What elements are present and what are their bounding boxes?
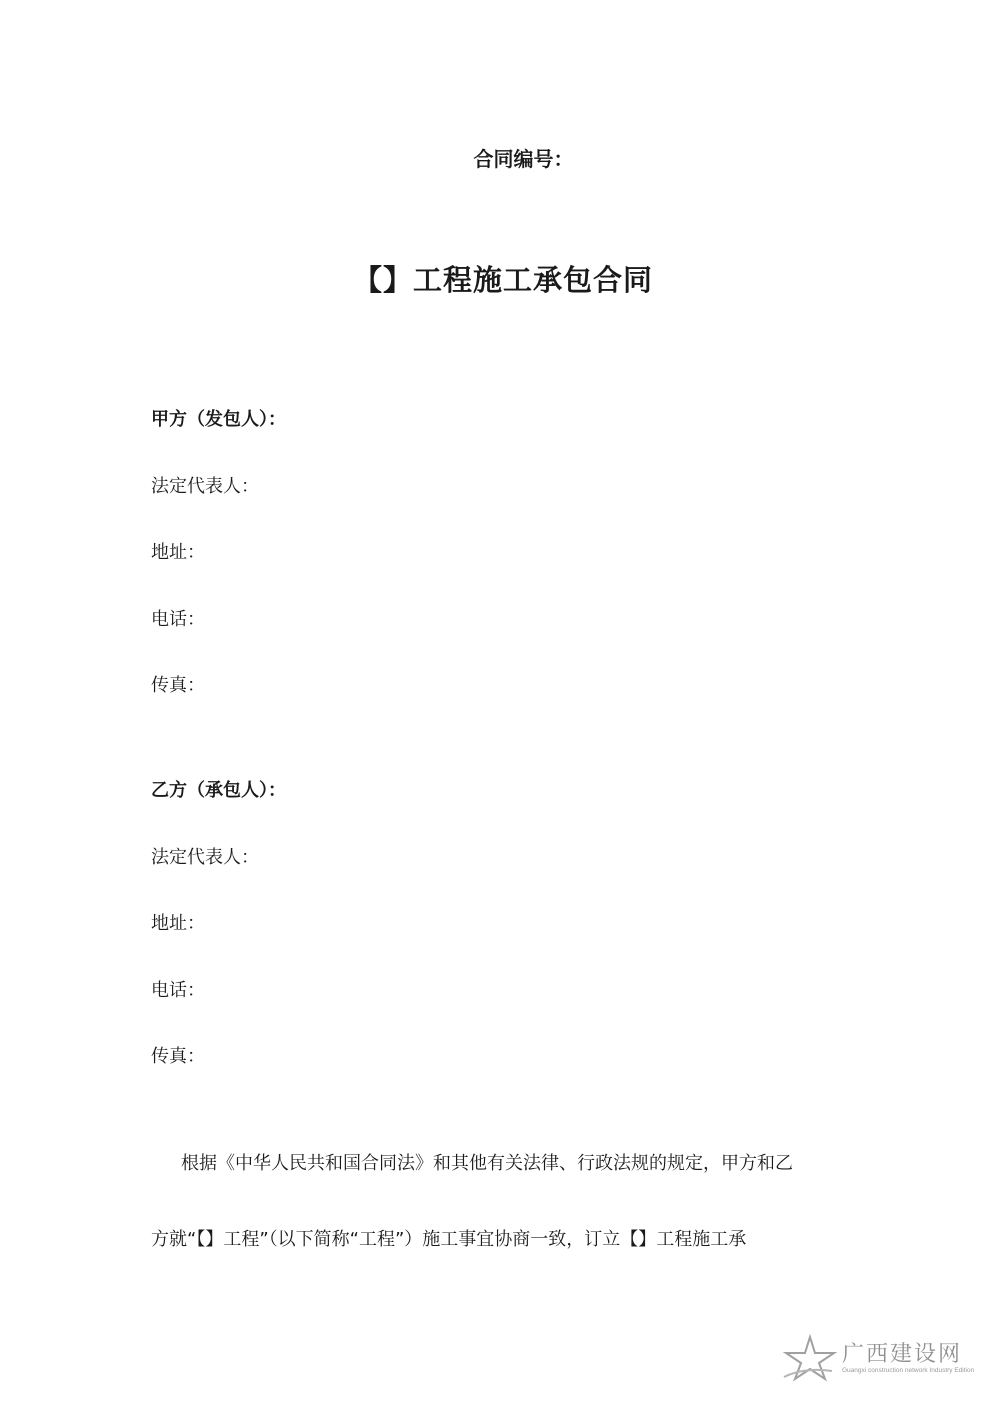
party-a-phone-label: 电话：	[151, 609, 205, 630]
party-b-phone-label: 电话：	[151, 980, 205, 1001]
watermark-subtitle: Guangxi construction network Industry Edition	[842, 1367, 975, 1374]
star-logo-icon	[780, 1333, 838, 1385]
document-title: 【】工程施工承包合同	[352, 263, 653, 297]
party-a-fax-label: 传真：	[151, 675, 205, 696]
party-b-address-label: 地址：	[151, 913, 205, 934]
contract-number-label: 合同编号：	[473, 147, 574, 171]
party-b-fax-label: 传真：	[151, 1046, 205, 1067]
body-paragraph-line-2: 方就“【】工程”（以下简称“工程”）施工事宜协商一致，订立【】工程施工承	[151, 1229, 747, 1250]
watermark-name: 广西建设网	[842, 1342, 963, 1367]
party-b-legal-rep-label: 法定代表人：	[151, 847, 259, 868]
party-a-heading: 甲方（发包人）：	[151, 409, 286, 430]
party-a-address-label: 地址：	[151, 542, 205, 563]
watermark	[780, 1333, 980, 1393]
party-a-legal-rep-label: 法定代表人：	[151, 476, 259, 497]
party-b-heading: 乙方（承包人）：	[151, 780, 286, 801]
body-paragraph-line-1: 根据《中华人民共和国合同法》和其他有关法律、行政法规的规定，甲方和乙	[181, 1153, 793, 1174]
